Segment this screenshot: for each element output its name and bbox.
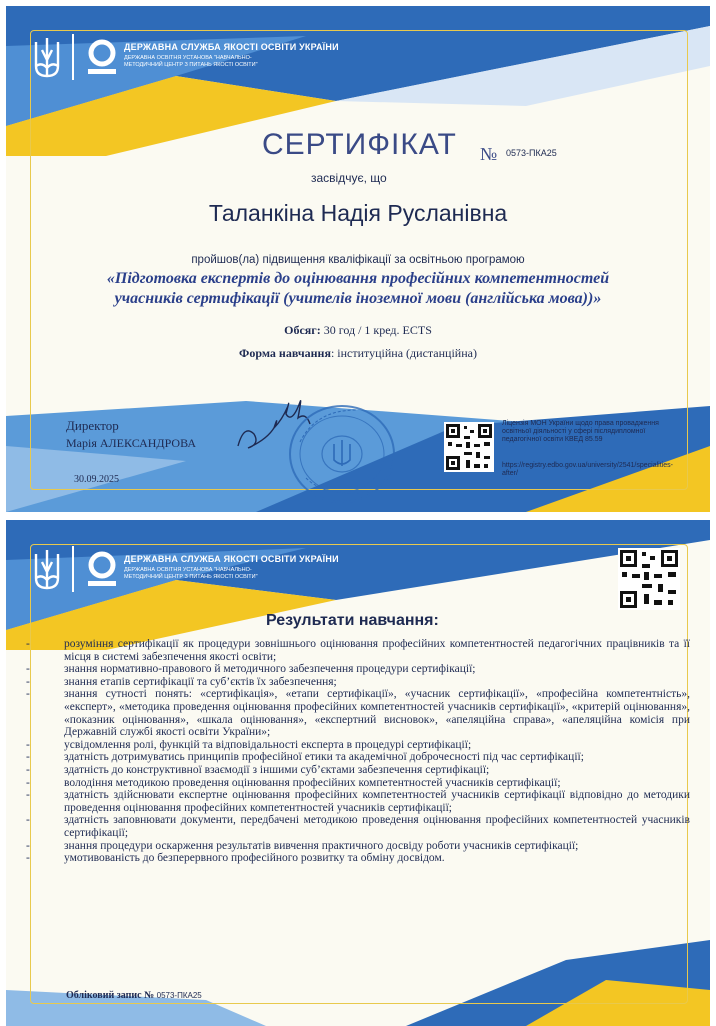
results-list <box>26 638 690 865</box>
license-url[interactable]: https://registry.edbo.gov.ua/university/2541/specialities-after/ <box>502 462 673 477</box>
volume-value: 30 год / 1 кред. ECTS <box>323 323 432 337</box>
list-item: - знання етапів сертифікації та суб’єктів їх забезпечення; <box>26 675 337 688</box>
institution-name: ДЕРЖАВНА ОСВІТНЯ УСТАНОВА "НАВЧАЛЬНО-МЕТОДИЧНИЙ ЦЕНТР З ПИТАНЬ ЯКОСТІ ОСВІТИ" <box>124 567 258 580</box>
results-title: Результати навчання: <box>266 612 439 629</box>
qr-code-icon <box>618 548 680 610</box>
header-divider <box>72 546 74 592</box>
issue-date: 30.09.2025 <box>74 474 119 485</box>
director-title: Директор <box>66 418 119 433</box>
certificate-title: СЕРТИФІКАТ <box>262 128 457 161</box>
form-label: Форма навчання <box>239 346 331 360</box>
volume-row <box>6 323 710 338</box>
program-line-2: учасників сертифікації (учителів іноземної мови (англійська мова))» <box>114 290 602 307</box>
results-page <box>6 520 710 1026</box>
record-label: Обліковий запис № <box>66 990 155 1001</box>
certifies-text: засвідчує, що <box>311 171 387 185</box>
list-item: - знання процедури оскарження результатів вивчення практичного досвіду роботи учасників сертифікації; <box>26 839 579 852</box>
service-name: ДЕРЖАВНА СЛУЖБА ЯКОСТІ ОСВІТИ УКРАЇНИ <box>124 42 339 52</box>
service-logo-icon <box>84 36 120 76</box>
volume-label: Обсяг: <box>284 323 321 337</box>
recipient-name: Таланкіна Надія Русланівна <box>208 200 508 226</box>
list-item: - володіння методикою проведення оцінювання професійних компетентностей учасників сертифікації; <box>26 776 561 789</box>
form-row <box>6 346 710 361</box>
program-line-1: «Підготовка експертів до оцінювання професійних компетентностей <box>106 270 610 287</box>
list-item: - здатність здійснювати експертне оцінювання професійних компетентностей учасників сертифікації відповідно до методики проведення оцінювання професійних компетентностей учасників сертифікації; <box>26 789 690 814</box>
form-value: : інституційна (дистанційна) <box>330 346 477 360</box>
number-sign: № <box>480 144 498 164</box>
director-name: Марія АЛЕКСАНДРОВА <box>66 436 197 450</box>
record-number: 0573-ПКА25 <box>156 991 202 1000</box>
list-item: - умотивованість до безперервного професійного розвитку та обміну досвідом. <box>26 852 445 865</box>
list-item: - здатність до конструктивної взаємодії з іншими суб’єктами забезпечення сертифікації; <box>26 763 490 776</box>
official-seal-icon <box>286 402 398 506</box>
list-item: - здатність дотримуватись принципів професійної етики та академічної доброчесності під час сертифікації; <box>26 751 584 764</box>
certificate-page <box>6 6 710 512</box>
completed-text: пройшов(ла) підвищення кваліфікації за освітньою програмою <box>191 254 525 266</box>
qr-code-icon <box>444 422 494 472</box>
list-item: - знання нормативно-правового й методичного забезпечення процедури сертифікації; <box>26 663 476 676</box>
list-item: - знання сутності понять: «сертифікація», «етапи сертифікації», «учасник сертифікації», «професійна компетентність», «експерт», «методика проведення оцінювання професійних компетентностей учасників сертифікації», «критерій оцінювання», «показник оцінювання», «шкала оцінювання», «експертний висновок», «апеляційна справа», «апеляційна комісія при Державній службі якості освіти України»; <box>26 688 690 739</box>
list-item: - здатність заповнювати документи, передбачені методикою проведення оцінювання професійних компетентностей учасників сертифікації; <box>26 814 690 839</box>
service-logo-icon <box>84 548 120 588</box>
trident-emblem-icon <box>30 36 64 80</box>
record-row <box>66 990 202 1001</box>
license-text: Ліцензія МОН України щодо права провадження освітньої діяльності у сфері післядипломної педагогічної освіти КВЕД 85.59 <box>502 420 659 443</box>
institution-name: ДЕРЖАВНА ОСВІТНЯ УСТАНОВА "НАВЧАЛЬНО-МЕТОДИЧНИЙ ЦЕНТР З ПИТАНЬ ЯКОСТІ ОСВІТИ" <box>124 55 258 68</box>
header-divider <box>72 34 74 80</box>
list-item: - усвідомлення ролі, функцій та відповідальності експерта в процедурі сертифікації; <box>26 738 472 751</box>
certificate-number: 0573-ПКА25 <box>506 148 557 158</box>
trident-emblem-icon <box>30 548 64 592</box>
service-name: ДЕРЖАВНА СЛУЖБА ЯКОСТІ ОСВІТИ УКРАЇНИ <box>124 554 339 564</box>
list-item: - розуміння сертифікації як процедури зовнішнього оцінювання професійних компетентностей педагогічних працівників та її місця в системі забезпечення якості освіти; <box>26 638 690 663</box>
